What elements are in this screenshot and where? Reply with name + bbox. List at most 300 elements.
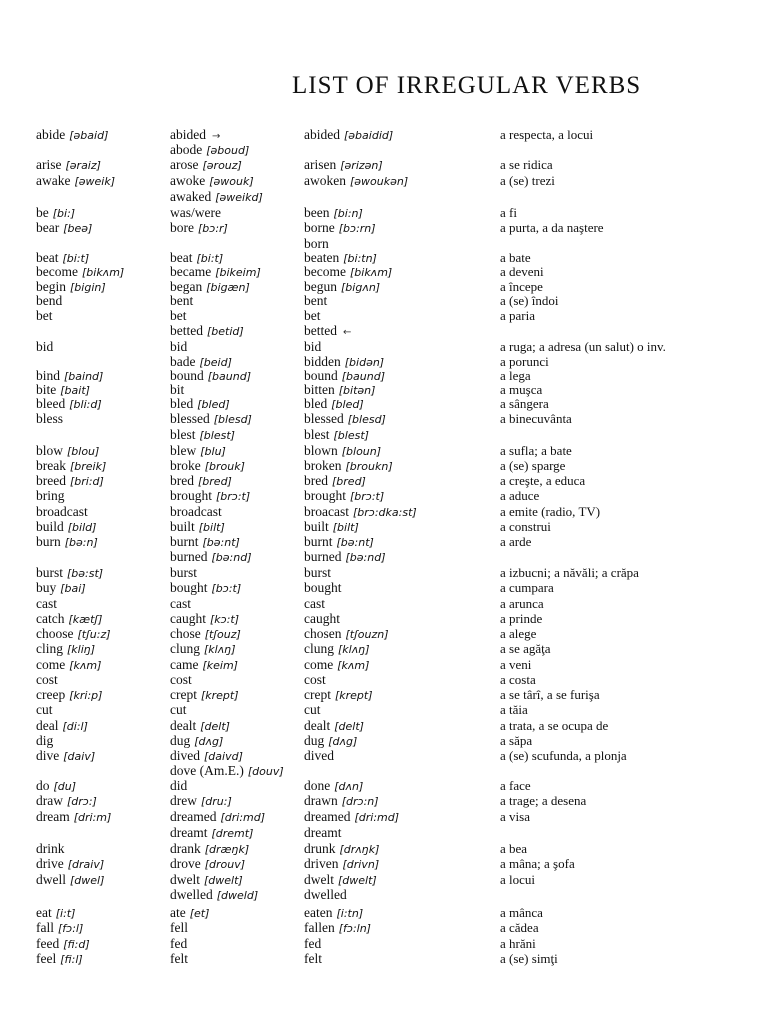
phonetic-transcription: [dremt] bbox=[211, 827, 254, 840]
past-participle-cell bbox=[304, 237, 329, 250]
past-participle-cell bbox=[304, 703, 321, 716]
translation-cell bbox=[500, 703, 528, 716]
verb-row bbox=[0, 952, 768, 965]
past-simple-cell bbox=[170, 190, 263, 204]
translation-cell bbox=[500, 383, 542, 396]
phonetic-transcription: [bled] bbox=[331, 398, 364, 411]
base-form-cell bbox=[36, 688, 102, 702]
word-text: came bbox=[170, 657, 199, 672]
phonetic-transcription: [dʌg] bbox=[194, 735, 224, 748]
verb-row bbox=[0, 324, 768, 337]
past-participle-cell bbox=[304, 340, 321, 353]
word-text: a prinde bbox=[500, 611, 543, 626]
past-participle-cell bbox=[304, 206, 363, 220]
phonetic-transcription: [bi:tn] bbox=[343, 252, 377, 265]
word-text: bet bbox=[304, 308, 321, 323]
word-text: a mânca bbox=[500, 905, 543, 920]
verb-row bbox=[0, 340, 768, 353]
base-form-cell bbox=[36, 703, 53, 716]
word-text: dived bbox=[304, 748, 334, 763]
verb-row bbox=[0, 128, 768, 141]
word-text: catch bbox=[36, 611, 65, 626]
phonetic-transcription: [bli:d] bbox=[69, 398, 102, 411]
phonetic-transcription: [krept] bbox=[200, 689, 239, 702]
past-participle-cell bbox=[304, 294, 327, 307]
phonetic-transcription: [bə:st] bbox=[67, 567, 104, 580]
word-text: drank bbox=[170, 841, 201, 856]
base-form-cell bbox=[36, 842, 65, 855]
phonetic-transcription: [bi:t] bbox=[196, 252, 224, 265]
translation-cell bbox=[500, 779, 531, 792]
translation-cell bbox=[500, 265, 544, 278]
phonetic-transcription: [ərizən] bbox=[340, 159, 383, 172]
verb-row bbox=[0, 505, 768, 518]
phonetic-transcription: [brouk] bbox=[204, 460, 245, 473]
verb-row bbox=[0, 566, 768, 579]
phonetic-transcription: [dwel] bbox=[70, 874, 105, 887]
phonetic-transcription: [əweikd] bbox=[215, 191, 263, 204]
word-text: been bbox=[304, 205, 330, 220]
word-text: fall bbox=[36, 920, 54, 935]
phonetic-transcription: [bloun] bbox=[341, 445, 382, 458]
word-text: a hrăni bbox=[500, 936, 536, 951]
word-text: crept bbox=[170, 687, 197, 702]
word-text: a locui bbox=[500, 872, 536, 887]
phonetic-transcription: [brɔ:t] bbox=[350, 490, 385, 503]
word-text: burned bbox=[304, 549, 342, 564]
phonetic-transcription: [dwelt] bbox=[204, 874, 243, 887]
word-text: cut bbox=[304, 702, 321, 717]
arrow-mark: ← bbox=[343, 327, 352, 338]
word-text: bought bbox=[304, 580, 342, 595]
word-text: felt bbox=[304, 951, 322, 966]
phonetic-transcription: [əbaid] bbox=[69, 129, 109, 142]
word-text: a se ridica bbox=[500, 157, 553, 172]
past-simple-cell bbox=[170, 937, 187, 950]
word-text: cost bbox=[304, 672, 326, 687]
phonetic-transcription: [blesd] bbox=[347, 413, 386, 426]
verb-row bbox=[0, 397, 768, 410]
word-text: fell bbox=[170, 920, 188, 935]
phonetic-transcription: [blest] bbox=[333, 429, 369, 442]
verb-row bbox=[0, 221, 768, 234]
word-text: a emite (radio, TV) bbox=[500, 504, 601, 519]
verb-row bbox=[0, 190, 768, 203]
phonetic-transcription: [drivn] bbox=[342, 858, 380, 871]
word-text: a (se) trezi bbox=[500, 173, 555, 188]
word-text: a izbucni; a năvăli; a crăpa bbox=[500, 565, 639, 580]
word-text: a săpa bbox=[500, 733, 533, 748]
base-form-cell bbox=[36, 612, 102, 626]
base-form-cell bbox=[36, 474, 104, 488]
past-participle-cell bbox=[304, 642, 370, 656]
phonetic-transcription: [di:l] bbox=[62, 720, 88, 733]
phonetic-transcription: [bitən] bbox=[338, 384, 376, 397]
verb-row bbox=[0, 444, 768, 457]
word-text: a bea bbox=[500, 841, 528, 856]
phonetic-transcription: [əboud] bbox=[206, 144, 250, 157]
past-participle-cell bbox=[304, 842, 379, 856]
word-text: dug bbox=[170, 733, 191, 748]
base-form-cell bbox=[36, 412, 63, 425]
phonetic-transcription: [draiv] bbox=[67, 858, 105, 871]
verb-row bbox=[0, 764, 768, 777]
translation-cell bbox=[500, 612, 542, 625]
phonetic-transcription: [əbaidid] bbox=[344, 129, 394, 142]
word-text: abide bbox=[36, 127, 66, 142]
past-participle-cell bbox=[304, 688, 373, 702]
phonetic-transcription: [dru:] bbox=[201, 795, 232, 808]
word-text: come bbox=[304, 657, 334, 672]
past-simple-cell bbox=[170, 627, 241, 641]
past-participle-cell bbox=[304, 734, 357, 748]
past-participle-cell bbox=[304, 873, 377, 887]
past-simple-cell bbox=[170, 764, 284, 778]
past-participle-cell bbox=[304, 265, 392, 279]
base-form-cell bbox=[36, 158, 101, 172]
verb-row bbox=[0, 459, 768, 472]
word-text: buy bbox=[36, 580, 57, 595]
verb-row bbox=[0, 779, 768, 792]
base-form-cell bbox=[36, 280, 106, 294]
verb-row bbox=[0, 355, 768, 368]
translation-cell bbox=[500, 474, 585, 487]
word-text: a visa bbox=[500, 809, 530, 824]
phonetic-transcription: [broukn] bbox=[345, 460, 393, 473]
verb-row bbox=[0, 251, 768, 264]
past-simple-cell bbox=[170, 857, 245, 871]
word-text: broke bbox=[170, 458, 201, 473]
word-text: come bbox=[36, 657, 66, 672]
word-text: a arde bbox=[500, 534, 532, 549]
word-text: fed bbox=[304, 936, 322, 951]
translation-cell bbox=[500, 688, 600, 701]
phonetic-transcription: [blu] bbox=[200, 445, 226, 458]
phonetic-transcription: [kʌm] bbox=[337, 659, 370, 672]
verb-row bbox=[0, 906, 768, 919]
past-simple-cell bbox=[170, 428, 235, 442]
word-text: a fi bbox=[500, 205, 517, 220]
word-text: dwelt bbox=[170, 872, 200, 887]
word-text: abided bbox=[304, 127, 340, 142]
word-text: begin bbox=[36, 279, 66, 294]
base-form-cell bbox=[36, 340, 53, 353]
past-simple-cell bbox=[170, 505, 222, 518]
word-text: did bbox=[170, 778, 188, 793]
phonetic-transcription: [dri:m] bbox=[73, 811, 112, 824]
phonetic-transcription: [kætʃ] bbox=[68, 613, 103, 626]
word-text: cut bbox=[36, 702, 53, 717]
base-form-cell bbox=[36, 673, 58, 686]
translation-cell bbox=[500, 459, 565, 472]
word-text: burnt bbox=[170, 534, 199, 549]
word-text: a tăia bbox=[500, 702, 528, 717]
verb-row bbox=[0, 489, 768, 502]
verb-row bbox=[0, 810, 768, 823]
past-simple-cell bbox=[170, 294, 193, 307]
word-text: a alege bbox=[500, 626, 537, 641]
word-text: bite bbox=[36, 382, 57, 397]
phonetic-transcription: [ərouz] bbox=[202, 159, 242, 172]
word-text: caught bbox=[304, 611, 340, 626]
word-text: cling bbox=[36, 641, 63, 656]
word-text: be bbox=[36, 205, 49, 220]
phonetic-transcription: [fi:d] bbox=[63, 938, 90, 951]
base-form-cell bbox=[36, 921, 83, 935]
past-participle-cell bbox=[304, 309, 321, 322]
word-text: cast bbox=[170, 596, 191, 611]
phonetic-transcription: [əraiz] bbox=[65, 159, 101, 172]
word-text: cast bbox=[36, 596, 57, 611]
phonetic-transcription: [bilt] bbox=[198, 521, 225, 534]
past-simple-cell bbox=[170, 280, 250, 294]
translation-cell bbox=[500, 158, 553, 171]
past-simple-cell bbox=[170, 397, 230, 411]
phonetic-transcription: [du] bbox=[53, 780, 77, 793]
word-text: a face bbox=[500, 778, 531, 793]
verb-row bbox=[0, 888, 768, 901]
word-text: abided bbox=[170, 127, 206, 142]
past-participle-cell bbox=[304, 489, 384, 503]
word-text: bound bbox=[304, 368, 338, 383]
phonetic-transcription: [breik] bbox=[69, 460, 107, 473]
past-participle-cell bbox=[304, 749, 334, 762]
translation-cell bbox=[500, 566, 639, 579]
verb-row bbox=[0, 597, 768, 610]
word-text: bought bbox=[170, 580, 208, 595]
translation-cell bbox=[500, 810, 530, 823]
word-text: drink bbox=[36, 841, 65, 856]
word-text: arose bbox=[170, 157, 199, 172]
past-simple-cell bbox=[170, 174, 254, 188]
past-simple-cell bbox=[170, 842, 249, 856]
phonetic-transcription: [bikʌm] bbox=[349, 266, 393, 279]
past-participle-cell bbox=[304, 158, 383, 172]
verb-row bbox=[0, 550, 768, 563]
past-participle-cell bbox=[304, 921, 371, 935]
verb-row bbox=[0, 428, 768, 441]
past-participle-cell bbox=[304, 937, 321, 950]
word-text: caught bbox=[170, 611, 206, 626]
phonetic-transcription: [dræŋk] bbox=[204, 843, 250, 856]
phonetic-transcription: [bə:n] bbox=[64, 536, 98, 549]
word-text: chosen bbox=[304, 626, 342, 641]
phonetic-transcription: [i:tn] bbox=[336, 907, 364, 920]
past-simple-cell bbox=[170, 749, 243, 763]
past-simple-cell bbox=[170, 265, 261, 279]
past-participle-cell bbox=[304, 251, 377, 265]
past-participle-cell bbox=[304, 597, 325, 610]
word-text: a se agăţa bbox=[500, 641, 551, 656]
phonetic-transcription: [brɔ:t] bbox=[216, 490, 251, 503]
base-form-cell bbox=[36, 597, 57, 610]
base-form-cell bbox=[36, 734, 53, 747]
past-simple-cell bbox=[170, 340, 187, 353]
word-text: a lega bbox=[500, 368, 531, 383]
past-participle-cell bbox=[304, 444, 381, 458]
word-text: brought bbox=[170, 488, 212, 503]
verb-row bbox=[0, 719, 768, 732]
word-text: breed bbox=[36, 473, 66, 488]
phonetic-transcription: [bi:n] bbox=[333, 207, 363, 220]
word-text: bent bbox=[304, 293, 328, 308]
phonetic-transcription: [tʃu:z] bbox=[77, 628, 111, 641]
translation-cell bbox=[500, 355, 549, 368]
word-text: break bbox=[36, 458, 66, 473]
base-form-cell bbox=[36, 128, 108, 142]
word-text: broken bbox=[304, 458, 342, 473]
word-text: bear bbox=[36, 220, 60, 235]
translation-cell bbox=[500, 734, 532, 747]
word-text: was/were bbox=[170, 205, 221, 220]
word-text: feel bbox=[36, 951, 57, 966]
word-text: a costa bbox=[500, 672, 536, 687]
phonetic-transcription: [bə:nd] bbox=[345, 551, 386, 564]
phonetic-transcription: [bə:nt] bbox=[202, 536, 240, 549]
word-text: a arunca bbox=[500, 596, 544, 611]
word-text: cost bbox=[36, 672, 58, 687]
translation-cell bbox=[500, 489, 539, 502]
word-text: bore bbox=[170, 220, 194, 235]
word-text: borne bbox=[304, 220, 335, 235]
base-form-cell bbox=[36, 566, 103, 580]
word-text: bid bbox=[170, 339, 188, 354]
word-text: drove bbox=[170, 856, 201, 871]
word-text: dived bbox=[170, 748, 200, 763]
word-text: awake bbox=[36, 173, 71, 188]
word-text: a deveni bbox=[500, 264, 544, 279]
verb-row bbox=[0, 280, 768, 293]
translation-cell bbox=[500, 642, 551, 655]
past-simple-cell bbox=[170, 658, 238, 672]
word-text: a porunci bbox=[500, 354, 549, 369]
past-participle-cell bbox=[304, 520, 359, 534]
base-form-cell bbox=[36, 749, 95, 763]
word-text: blest bbox=[304, 427, 330, 442]
phonetic-transcription: [əwoukən] bbox=[349, 175, 409, 188]
verb-row bbox=[0, 383, 768, 396]
past-simple-cell bbox=[170, 128, 220, 143]
phonetic-transcription: [bikeim] bbox=[215, 266, 261, 279]
past-participle-cell bbox=[304, 627, 389, 641]
past-participle-cell bbox=[304, 474, 366, 488]
past-participle-cell bbox=[304, 369, 385, 383]
phonetic-transcription: [bɔ:r] bbox=[198, 222, 228, 235]
word-text: a creşte, a educa bbox=[500, 473, 586, 488]
word-text: drive bbox=[36, 856, 64, 871]
phonetic-transcription: [bigæn] bbox=[206, 281, 250, 294]
word-text: dreamt bbox=[170, 825, 208, 840]
translation-cell bbox=[500, 309, 535, 322]
base-form-cell bbox=[36, 174, 115, 188]
phonetic-transcription: [drʌŋk] bbox=[339, 843, 380, 856]
verb-row bbox=[0, 734, 768, 747]
past-simple-cell bbox=[170, 581, 241, 595]
past-simple-cell bbox=[170, 597, 191, 610]
past-simple-cell bbox=[170, 734, 223, 748]
base-form-cell bbox=[36, 857, 104, 871]
base-form-cell bbox=[36, 505, 88, 518]
word-text: bidden bbox=[304, 354, 341, 369]
word-text: fed bbox=[170, 936, 188, 951]
word-text: draw bbox=[36, 793, 63, 808]
phonetic-transcription: [əwouk] bbox=[209, 175, 254, 188]
word-text: beat bbox=[170, 250, 193, 265]
verb-row bbox=[0, 265, 768, 278]
verb-row bbox=[0, 294, 768, 307]
past-participle-cell bbox=[304, 383, 375, 397]
translation-cell bbox=[500, 520, 551, 533]
base-form-cell bbox=[36, 937, 90, 951]
past-simple-cell bbox=[170, 324, 244, 338]
base-form-cell bbox=[36, 397, 102, 411]
base-form-cell bbox=[36, 444, 99, 458]
phonetic-transcription: [tʃouz] bbox=[204, 628, 241, 641]
past-simple-cell bbox=[170, 810, 265, 824]
translation-cell bbox=[500, 369, 531, 382]
word-text: dug bbox=[304, 733, 325, 748]
word-text: built bbox=[304, 519, 329, 534]
past-participle-cell bbox=[304, 280, 380, 294]
word-text: betted bbox=[304, 323, 337, 338]
translation-cell bbox=[500, 658, 531, 671]
translation-cell bbox=[500, 857, 575, 870]
word-text: a binecuvânta bbox=[500, 411, 572, 426]
past-participle-cell bbox=[304, 221, 376, 235]
phonetic-transcription: [kliŋ] bbox=[67, 643, 96, 656]
verb-row bbox=[0, 612, 768, 625]
word-text: beat bbox=[36, 250, 59, 265]
translation-cell bbox=[500, 294, 558, 307]
phonetic-transcription: [dri:md] bbox=[220, 811, 266, 824]
word-text: broadcast bbox=[170, 504, 222, 519]
phonetic-transcription: [əweik] bbox=[74, 175, 116, 188]
verb-row bbox=[0, 535, 768, 548]
word-text: beaten bbox=[304, 250, 340, 265]
verb-row bbox=[0, 658, 768, 671]
phonetic-transcription: [kri:p] bbox=[69, 689, 103, 702]
past-participle-cell bbox=[304, 794, 379, 808]
arrow-mark: → bbox=[212, 131, 221, 142]
word-text: dwelt bbox=[304, 872, 334, 887]
word-text: a cumpara bbox=[500, 580, 554, 595]
verb-row bbox=[0, 581, 768, 594]
past-simple-cell bbox=[170, 206, 221, 219]
word-text: crept bbox=[304, 687, 331, 702]
phonetic-transcription: [bigʌn] bbox=[341, 281, 381, 294]
past-participle-cell bbox=[304, 412, 386, 426]
phonetic-transcription: [bri:d] bbox=[69, 475, 104, 488]
base-form-cell bbox=[36, 581, 86, 595]
word-text: dealt bbox=[304, 718, 331, 733]
word-text: creep bbox=[36, 687, 66, 702]
base-form-cell bbox=[36, 489, 65, 502]
word-text: clung bbox=[170, 641, 200, 656]
translation-cell bbox=[500, 673, 536, 686]
base-form-cell bbox=[36, 658, 101, 672]
past-participle-cell bbox=[304, 397, 364, 411]
phonetic-transcription: [bilt] bbox=[332, 521, 359, 534]
past-simple-cell bbox=[170, 143, 249, 157]
verb-row bbox=[0, 826, 768, 839]
verb-row bbox=[0, 937, 768, 950]
past-participle-cell bbox=[304, 459, 393, 473]
phonetic-transcription: [fɔ:ln] bbox=[338, 922, 371, 935]
word-text: cast bbox=[304, 596, 325, 611]
word-text: bring bbox=[36, 488, 65, 503]
word-text: born bbox=[304, 236, 329, 251]
base-form-cell bbox=[36, 535, 98, 549]
